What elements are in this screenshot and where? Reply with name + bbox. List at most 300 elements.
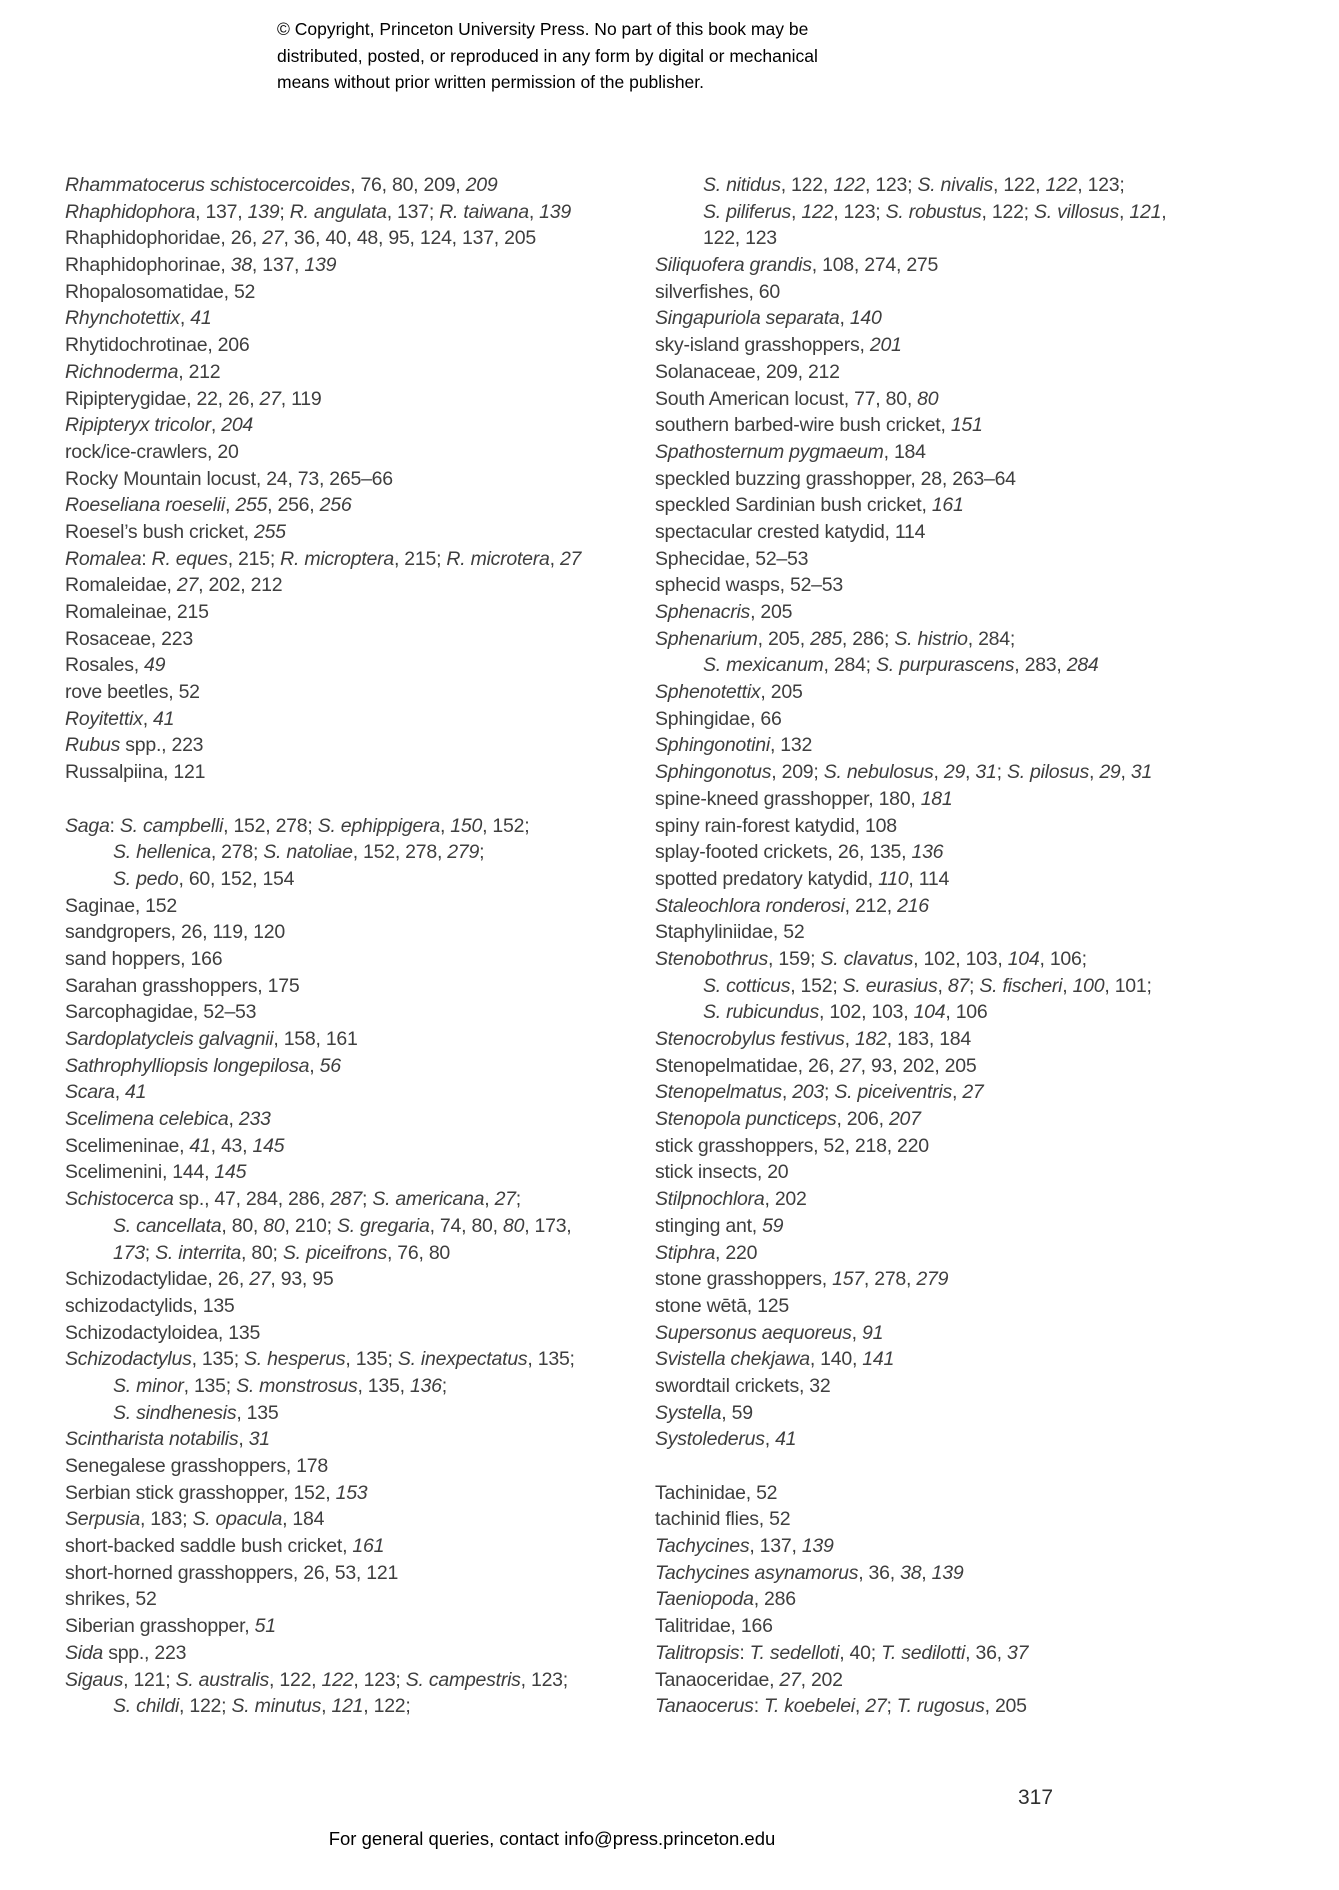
index-term: Senegalese grasshoppers, 178 bbox=[65, 1455, 328, 1477]
index-term: , bbox=[309, 1054, 320, 1077]
index-term: , 205 bbox=[760, 681, 803, 704]
index-term-italic: 38 bbox=[230, 254, 252, 277]
index-line bbox=[65, 839, 581, 866]
index-term: Rocky Mountain locust, 24, 73, 265–66 bbox=[65, 467, 393, 490]
index-line bbox=[65, 1186, 581, 1213]
index-term: , 80, bbox=[221, 1214, 264, 1237]
index-term: , 60, 152, 154 bbox=[178, 867, 295, 890]
index-term-italic: 233 bbox=[238, 1108, 271, 1131]
index-term-italic: Sphingonotus bbox=[655, 761, 772, 784]
index-line bbox=[65, 1480, 581, 1507]
index-term-italic: 279 bbox=[916, 1268, 949, 1291]
index-line bbox=[65, 1373, 581, 1400]
index-term: , 43, bbox=[210, 1134, 253, 1157]
index-line bbox=[65, 599, 581, 626]
index-term-italic: Singapuriola separata bbox=[655, 307, 840, 330]
index-term-italic: S. minutus bbox=[231, 1695, 322, 1718]
index-term-italic: S. minor bbox=[113, 1374, 184, 1397]
index-term-italic: Romalea bbox=[65, 547, 142, 570]
index-term-italic: Rhammatocerus schistocercoides bbox=[65, 174, 351, 196]
index-term-italic: 27 bbox=[259, 387, 281, 410]
index-term: , bbox=[238, 1428, 249, 1451]
index-term-italic: 41 bbox=[190, 307, 212, 330]
index-term-italic: 284 bbox=[1066, 654, 1099, 677]
index-term: , 286 bbox=[753, 1588, 796, 1611]
index-term: Sarcophagidae, 52–53 bbox=[65, 1001, 257, 1024]
index-term-italic: Staleochlora ronderosi bbox=[655, 894, 845, 917]
index-term-italic: S. nitidus bbox=[703, 174, 781, 196]
index-term-italic: 27 bbox=[176, 574, 199, 597]
index-term: , bbox=[1062, 974, 1073, 997]
index-term: , 205, bbox=[757, 627, 811, 650]
index-term-italic: R. angulata bbox=[289, 200, 387, 223]
index-term: , 122, bbox=[269, 1668, 322, 1691]
index-line bbox=[655, 866, 1166, 893]
index-term: , 137, bbox=[251, 254, 305, 277]
index-term: , bbox=[439, 814, 451, 837]
index-term-italic: T. sedelloti bbox=[749, 1641, 840, 1664]
index-term: , 205 bbox=[750, 601, 793, 623]
index-term-italic: S. australis bbox=[175, 1668, 270, 1691]
index-term-italic: Systella bbox=[655, 1401, 722, 1424]
index-term-italic: R. microptera bbox=[280, 547, 394, 570]
index-line bbox=[655, 305, 1166, 332]
index-term-italic: 29 bbox=[1099, 761, 1121, 784]
index-term: , 76, 80, 209, bbox=[350, 174, 466, 196]
index-term: , bbox=[114, 1081, 126, 1104]
index-term: ; bbox=[996, 761, 1007, 784]
index-line bbox=[655, 1053, 1166, 1080]
index-term: Rhaphidophoridae, 26, bbox=[65, 227, 263, 250]
index-term-italic: Sathrophylliopsis longepilosa bbox=[65, 1054, 310, 1077]
index-term: , bbox=[179, 307, 191, 330]
index-term-italic: 122 bbox=[801, 200, 834, 223]
index-term: ; bbox=[441, 1374, 447, 1397]
index-line bbox=[65, 1026, 581, 1053]
index-term: stinging ant, bbox=[655, 1214, 763, 1237]
index-term: , 36, bbox=[965, 1641, 1008, 1664]
index-line bbox=[655, 759, 1166, 786]
index-term: Staphyliniidae, 52 bbox=[655, 921, 805, 944]
index-term: sphecid wasps, 52–53 bbox=[655, 574, 843, 597]
index-term: , 215; bbox=[393, 547, 447, 570]
index-line bbox=[65, 199, 581, 226]
index-term: , 119 bbox=[280, 387, 322, 410]
index-term: spp., 223 bbox=[103, 1641, 187, 1664]
index-line bbox=[655, 839, 1166, 866]
index-term: , bbox=[854, 1695, 866, 1718]
index-line bbox=[655, 1240, 1166, 1267]
index-line bbox=[655, 706, 1166, 733]
index-term-italic: Stiphra bbox=[655, 1241, 716, 1264]
index-term-italic: 38 bbox=[900, 1561, 922, 1584]
index-term: , 137, bbox=[749, 1535, 802, 1558]
index-term: , 286; bbox=[841, 627, 895, 650]
index-line bbox=[655, 332, 1166, 359]
index-term: , 283, bbox=[1014, 654, 1067, 677]
index-term: , 206, bbox=[836, 1108, 889, 1131]
index-line bbox=[65, 572, 581, 599]
index-line bbox=[655, 1426, 1166, 1453]
index-term: , 106 bbox=[945, 1001, 988, 1024]
index-term: , bbox=[921, 1561, 932, 1584]
index-term: , 202 bbox=[764, 1188, 807, 1211]
index-term-italic: S. nebulosus bbox=[823, 761, 934, 784]
index-line bbox=[655, 1693, 1166, 1720]
index-term: , 114 bbox=[908, 867, 950, 890]
index-term-italic: 161 bbox=[352, 1535, 385, 1558]
index-line bbox=[65, 1159, 581, 1186]
index-term-italic: Stilpnochlora bbox=[655, 1188, 765, 1211]
index-term-italic: 122 bbox=[833, 174, 865, 196]
index-term-italic: 41 bbox=[153, 707, 175, 730]
index-term-italic: Svistella chekjawa bbox=[655, 1348, 810, 1371]
index-line bbox=[65, 1133, 581, 1160]
index-line bbox=[655, 626, 1166, 653]
index-term: , 123; bbox=[833, 200, 886, 223]
index-term: ; bbox=[886, 1695, 897, 1718]
index-line bbox=[655, 199, 1166, 226]
index-term: , 135, bbox=[357, 1374, 410, 1397]
index-term-italic: Stenocrobylus festivus bbox=[655, 1028, 845, 1050]
index-line bbox=[655, 999, 1166, 1026]
index-line bbox=[655, 599, 1166, 626]
index-term-italic: Schizodactylus bbox=[65, 1348, 192, 1371]
index-line bbox=[65, 1346, 581, 1373]
index-term-italic: 29 bbox=[943, 761, 966, 784]
index-line bbox=[655, 732, 1166, 759]
index-term-italic: Siliquofera grandis bbox=[655, 254, 812, 277]
index-line bbox=[65, 1613, 581, 1640]
index-term: , 202 bbox=[800, 1668, 843, 1691]
index-term: , 135 bbox=[236, 1401, 279, 1424]
index-term: , 183; bbox=[139, 1508, 193, 1531]
index-term: , 220 bbox=[715, 1241, 758, 1264]
index-term: Rhytidochrotinae, 206 bbox=[65, 334, 250, 357]
index-term: Siberian grasshopper, bbox=[65, 1615, 255, 1638]
index-term: , 183, 184 bbox=[886, 1028, 971, 1050]
index-term: , bbox=[528, 200, 540, 223]
index-line bbox=[65, 252, 581, 279]
index-term-italic: S. clavatus bbox=[820, 947, 914, 970]
index-line bbox=[655, 1613, 1166, 1640]
index-term: Ripipterygidae, 22, 26, bbox=[65, 387, 260, 410]
index-line bbox=[65, 225, 581, 252]
index-term-italic: 80 bbox=[502, 1214, 525, 1237]
index-line bbox=[655, 893, 1166, 920]
index-term-italic: S. monstrosus bbox=[236, 1374, 358, 1397]
index-line bbox=[65, 1693, 581, 1720]
index-term-italic: S. piceiventris bbox=[834, 1081, 952, 1104]
index-term-italic: S. eurasius bbox=[842, 974, 938, 997]
index-term-italic: Systolederus bbox=[655, 1428, 765, 1451]
index-term: , bbox=[851, 1321, 862, 1344]
index-term: , 158, 161 bbox=[273, 1028, 358, 1050]
index-term: ; bbox=[361, 1188, 373, 1211]
index-term: sand hoppers, 166 bbox=[65, 947, 223, 970]
index-line bbox=[65, 1053, 581, 1080]
index-term-italic: 100 bbox=[1072, 974, 1105, 997]
index-line bbox=[655, 252, 1166, 279]
index-term-italic: R. microtera bbox=[446, 547, 550, 570]
index-term-italic: S. opacula bbox=[192, 1508, 283, 1531]
letter-group-gap bbox=[65, 786, 581, 813]
index-line bbox=[65, 652, 581, 679]
index-term: , 123; bbox=[864, 174, 918, 196]
index-term-italic: 49 bbox=[144, 654, 166, 677]
index-term: , 256, bbox=[267, 494, 320, 517]
index-term-italic: Sigaus bbox=[65, 1668, 124, 1691]
index-term: , bbox=[142, 707, 154, 730]
index-term: : bbox=[739, 1641, 750, 1664]
index-term-italic: 56 bbox=[319, 1054, 341, 1077]
index-term: Serbian stick grasshopper, 152, bbox=[65, 1481, 336, 1504]
index-term: , 209; bbox=[771, 761, 824, 784]
index-term: , 152, 278; bbox=[223, 814, 318, 837]
index-term-italic: 91 bbox=[862, 1321, 884, 1344]
index-line bbox=[655, 519, 1166, 546]
copyright-notice bbox=[277, 16, 818, 96]
index-line bbox=[655, 1346, 1166, 1373]
index-term: stone wētā, 125 bbox=[655, 1294, 789, 1317]
index-term-italic: Rhynchotettix bbox=[65, 307, 180, 330]
index-line bbox=[65, 1213, 581, 1240]
index-term-italic: 153 bbox=[335, 1481, 368, 1504]
index-term-italic: 27 bbox=[494, 1188, 516, 1211]
index-term-italic: Rhaphidophora bbox=[65, 200, 196, 223]
index-term-italic: 157 bbox=[832, 1268, 864, 1291]
index-term: short-horned grasshoppers, 26, 53, 121 bbox=[65, 1561, 399, 1584]
index-term: , 215; bbox=[227, 547, 281, 570]
index-term-italic: 121 bbox=[1129, 200, 1162, 223]
index-term-italic: Sphenarium bbox=[655, 627, 758, 650]
index-line bbox=[655, 386, 1166, 413]
index-term-italic: S. interrita bbox=[155, 1241, 242, 1264]
index-term: spiny rain-forest katydid, 108 bbox=[655, 814, 897, 837]
index-term: Romaleidae, bbox=[65, 574, 177, 597]
index-line bbox=[655, 1159, 1166, 1186]
index-term-italic: 27 bbox=[779, 1668, 801, 1691]
index-term: Rhaphidophorinae, bbox=[65, 254, 231, 277]
index-term-italic: 181 bbox=[920, 787, 953, 810]
index-term: , bbox=[951, 1081, 963, 1104]
index-line bbox=[65, 1667, 581, 1694]
index-term: , 93, 202, 205 bbox=[860, 1054, 977, 1077]
index-term-italic: 59 bbox=[762, 1214, 784, 1237]
index-term: , 93, 95 bbox=[270, 1268, 334, 1291]
index-term: shrikes, 52 bbox=[65, 1588, 157, 1611]
index-line bbox=[65, 1293, 581, 1320]
index-term-italic: 204 bbox=[221, 414, 254, 437]
index-line bbox=[65, 1320, 581, 1347]
index-line bbox=[65, 1240, 581, 1267]
index-line bbox=[65, 546, 581, 573]
index-term-italic: Tachycines bbox=[655, 1535, 750, 1558]
index-term-italic: 279 bbox=[447, 841, 480, 864]
index-line bbox=[655, 1560, 1166, 1587]
index-line bbox=[65, 1586, 581, 1613]
index-line bbox=[655, 973, 1166, 1000]
index-term: , bbox=[484, 1188, 495, 1211]
index-term: Saginae, 152 bbox=[65, 894, 177, 917]
index-term: , 173, bbox=[524, 1214, 572, 1237]
index-term-italic: R. eques bbox=[151, 547, 228, 570]
index-term: Tachinidae, 52 bbox=[655, 1481, 778, 1504]
index-term: , bbox=[844, 1028, 855, 1050]
index-term: , 122, bbox=[780, 174, 834, 196]
index-line bbox=[65, 813, 581, 840]
index-line bbox=[65, 1079, 581, 1106]
index-term: ; bbox=[479, 841, 485, 864]
index-term-italic: Serpusia bbox=[65, 1508, 140, 1531]
index-term: , 108, 274, 275 bbox=[811, 254, 939, 277]
index-term-italic: T. rugosus bbox=[896, 1695, 985, 1718]
index-term: stick grasshoppers, 52, 218, 220 bbox=[655, 1134, 929, 1157]
copyright-line: distributed, posted, or reproduced in any form by digital or mechanical bbox=[277, 45, 818, 66]
index-term-italic: T. koebelei bbox=[764, 1695, 855, 1718]
index-term-italic: Schistocerca bbox=[65, 1188, 174, 1211]
index-line bbox=[655, 1533, 1166, 1560]
index-line bbox=[655, 1373, 1166, 1400]
index-term: , bbox=[1119, 200, 1130, 223]
index-term-italic: Spathosternum pygmaeum bbox=[655, 440, 884, 463]
index-term-italic: 80 bbox=[917, 387, 939, 410]
index-term: , 135; bbox=[183, 1374, 237, 1397]
index-term-italic: 87 bbox=[947, 974, 970, 997]
index-line bbox=[65, 973, 581, 1000]
index-term-italic: 104 bbox=[913, 1001, 946, 1024]
index-term-italic: Tanaocerus bbox=[655, 1695, 754, 1718]
index-term-italic: 139 bbox=[931, 1561, 964, 1584]
index-term-italic: 122 bbox=[1045, 174, 1078, 196]
index-term: , 102, 103, bbox=[913, 947, 1008, 970]
index-term: Tanaoceridae, bbox=[655, 1668, 780, 1691]
index-term-italic: S. piceifrons bbox=[282, 1241, 387, 1264]
index-term-italic: S. ephippigera bbox=[317, 814, 440, 837]
index-line bbox=[655, 1667, 1166, 1694]
index-term: Talitridae, 166 bbox=[655, 1615, 773, 1638]
index-term: , 278; bbox=[210, 841, 264, 864]
index-term: Roesel’s bush cricket, bbox=[65, 520, 254, 543]
index-term-italic: Stenobothrus bbox=[655, 947, 769, 970]
index-line bbox=[65, 866, 581, 893]
index-term: , bbox=[839, 307, 850, 330]
index-line bbox=[655, 572, 1166, 599]
index-line bbox=[655, 1186, 1166, 1213]
index-line bbox=[65, 1533, 581, 1560]
index-line bbox=[65, 466, 581, 493]
index-term-italic: 255 bbox=[235, 494, 268, 517]
index-term: stone grasshoppers, bbox=[655, 1268, 833, 1291]
index-term-italic: S. childi bbox=[113, 1695, 180, 1718]
index-term-italic: 110 bbox=[878, 867, 909, 890]
index-term: , 140, bbox=[809, 1348, 863, 1371]
index-term: , 152; bbox=[482, 814, 530, 837]
index-line bbox=[655, 1640, 1166, 1667]
index-term: , 123; bbox=[353, 1668, 406, 1691]
index-line bbox=[65, 519, 581, 546]
letter-group-gap bbox=[655, 1453, 1166, 1480]
index-term-italic: S. gregaria bbox=[336, 1214, 430, 1237]
index-term-italic: 31 bbox=[1130, 761, 1153, 784]
index-term: , 106; bbox=[1039, 947, 1087, 970]
index-term: , 278, bbox=[863, 1268, 917, 1291]
index-right-column bbox=[655, 172, 1166, 1720]
index-term: Scelimenini, 144, bbox=[65, 1161, 215, 1184]
index-term-italic: 285 bbox=[810, 627, 842, 650]
index-term-italic: S. inexpectatus bbox=[397, 1348, 528, 1371]
index-line bbox=[655, 1106, 1166, 1133]
index-term-italic: 161 bbox=[931, 494, 964, 517]
index-line bbox=[65, 679, 581, 706]
index-term-italic: Sphenacris bbox=[655, 601, 751, 623]
index-term: 122, 123 bbox=[703, 227, 777, 250]
index-line bbox=[655, 492, 1166, 519]
index-term-italic: 27 bbox=[559, 547, 582, 570]
copyright-line: © Copyright, Princeton University Press. No part of this book may be bbox=[277, 19, 809, 39]
index-line bbox=[65, 386, 581, 413]
index-term: sky-island grasshoppers, bbox=[655, 334, 870, 357]
index-term: South American locust, 77, 80, bbox=[655, 387, 918, 410]
index-left-column bbox=[65, 172, 581, 1720]
index-line bbox=[65, 893, 581, 920]
index-term-italic: Richnoderma bbox=[65, 360, 179, 383]
index-line bbox=[655, 412, 1166, 439]
index-term: , 135; bbox=[191, 1348, 245, 1371]
index-term: ; bbox=[515, 1188, 521, 1211]
index-term: , 122; bbox=[363, 1695, 411, 1718]
index-term-italic: T. sedilotti bbox=[881, 1641, 966, 1664]
index-term: southern barbed-wire bush cricket, bbox=[655, 414, 951, 437]
index-line bbox=[655, 679, 1166, 706]
page-number: 317 bbox=[1018, 1786, 1054, 1809]
index-term: spotted predatory katydid, bbox=[655, 867, 879, 890]
index-term-italic: S. pilosus bbox=[1006, 761, 1089, 784]
index-term-italic: Sphingonotini bbox=[655, 734, 770, 757]
index-term: , 36, 40, 48, 95, 124, 137, 205 bbox=[283, 227, 536, 250]
index-term: , 36, bbox=[858, 1561, 901, 1584]
index-term-italic: 139 bbox=[304, 254, 337, 277]
index-term-italic: 41 bbox=[189, 1134, 211, 1157]
index-term: swordtail crickets, 32 bbox=[655, 1374, 831, 1397]
index-term: speckled buzzing grasshopper, 28, 263–64 bbox=[655, 467, 1016, 490]
index-term: Rosaceae, 223 bbox=[65, 627, 193, 650]
index-term: silverfishes, 60 bbox=[655, 280, 780, 303]
index-term: Schizodactylidae, 26, bbox=[65, 1268, 250, 1291]
index-term: Stenopelmatidae, 26, bbox=[655, 1054, 840, 1077]
index-term-italic: Roeseliana roeselii bbox=[65, 494, 226, 517]
index-term: , 212, bbox=[844, 894, 898, 917]
index-term-italic: 216 bbox=[897, 894, 929, 917]
index-line bbox=[65, 626, 581, 653]
index-term: , bbox=[210, 414, 222, 437]
index-term: , 152; bbox=[790, 974, 843, 997]
index-term-italic: Ripipteryx tricolor bbox=[65, 414, 211, 437]
index-term-italic: Tachycines asynamorus bbox=[655, 1561, 859, 1584]
index-line bbox=[65, 172, 581, 199]
index-term: , bbox=[228, 1108, 239, 1131]
index-term-italic: Stenopola puncticeps bbox=[655, 1108, 837, 1131]
index-term-italic: 145 bbox=[252, 1134, 285, 1157]
index-term: , 102, 103, bbox=[819, 1001, 914, 1024]
index-term: , 122; bbox=[981, 200, 1035, 223]
index-term: , bbox=[1161, 200, 1167, 223]
index-term-italic: 139 bbox=[539, 200, 571, 223]
index-line bbox=[655, 546, 1166, 573]
index-term-italic: 31 bbox=[975, 761, 997, 784]
index-term: Russalpiina, 121 bbox=[65, 761, 206, 784]
index-line bbox=[65, 1640, 581, 1667]
